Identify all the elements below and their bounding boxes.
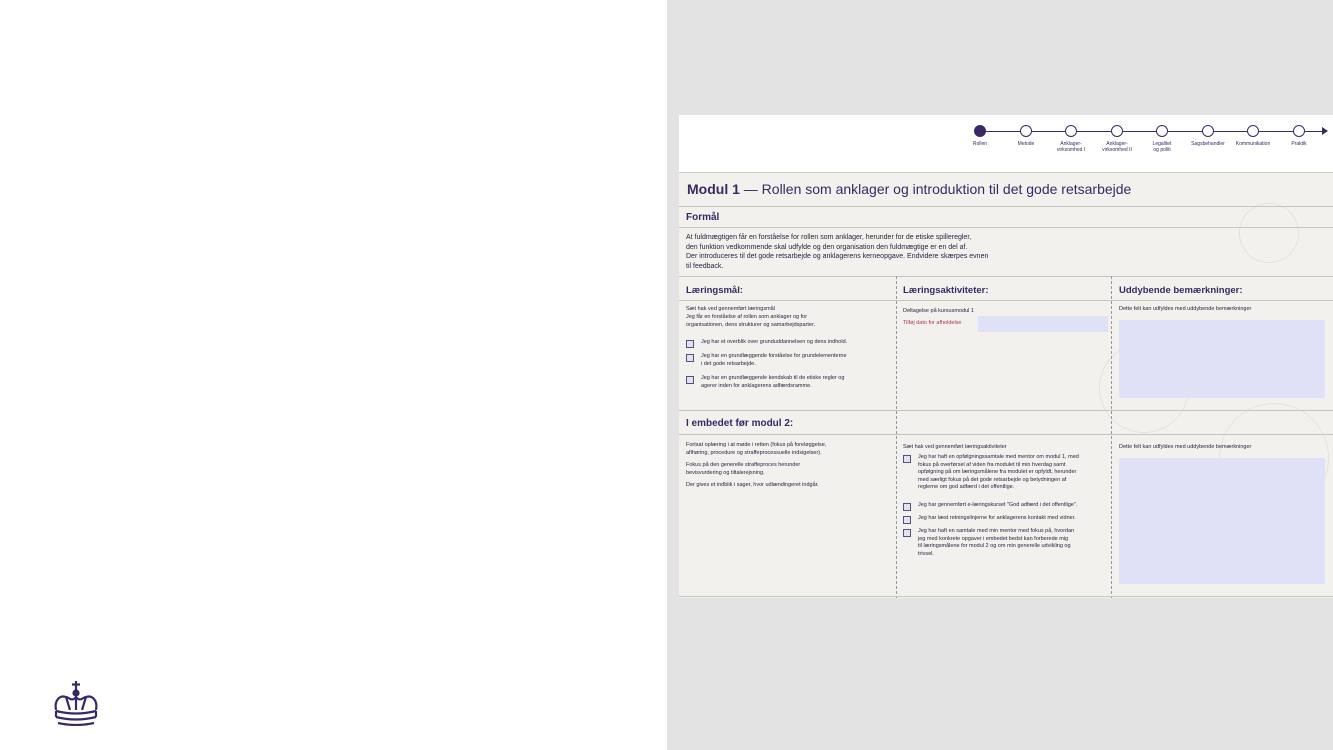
embedet-title: I embedet før modul 2: (686, 418, 794, 429)
timeline-step-label: Sagsbehandler (1191, 141, 1225, 147)
divider (679, 206, 1333, 207)
activity-checkbox-label: Jeg har haft en samtale med min mentor med fokus på, hvordan jeg med konkrete opgaver i embedet bedst kan forberede mig til læringsmålene for modul 2 og om min generelle udvikling og trivsel. (918, 528, 1075, 557)
timeline-step-label: Rollen (972, 141, 988, 147)
module-title-bold: Modul 1 (687, 181, 740, 197)
remarks-hint: Dette felt kan udfyldes med uddybende bemærkninger (1119, 444, 1252, 450)
module-content (679, 172, 1333, 598)
goal-checkbox-label: Jeg har et overblik over grunduddannelsen og dens indhold. (701, 339, 848, 345)
activity-checkbox-label: Jeg har læst retningslinjerne for anklagerens kontakt med vidner. (918, 515, 1076, 521)
decorative-shape (1239, 203, 1299, 263)
goal-checkbox-label: Jeg har en grundlæggende kendskab til de etiske regler og agerer inden for anklagerens adfærdsramme. (701, 375, 845, 389)
activity-checkbox-row[interactable] (903, 502, 1108, 511)
formaal-line: den funktion vedkommende skal udfylde og den organisation den fuldmægtige er en del af. (686, 243, 968, 251)
divider (679, 434, 1333, 435)
timeline-step-label: Anklager- virksomhed II (1102, 141, 1132, 153)
formaal-title: Formål (686, 212, 720, 223)
column-divider (1111, 276, 1112, 598)
timeline-dot (1247, 125, 1259, 137)
laeringsmaal-intro: Jeg får en forståelse af rollen som anklager og for organisationen, dens strukturer og samarbejdsparter. (686, 314, 816, 328)
document-page (679, 115, 1333, 598)
embedet-paragraph: Fortsat oplæring i at møde i retten (fokus på foreløggelse, aflhøring, procedure og straffeprocessuelle indsigelser). (686, 442, 827, 456)
module-title (687, 181, 1131, 197)
timeline-dot (1293, 125, 1305, 137)
timeline-dot (1202, 125, 1214, 137)
divider (679, 276, 1333, 277)
laeringsmaal-title: Læringsmål: (686, 285, 744, 296)
activity-checkbox-label: Jeg har haft en opfølgningssamtale med mentor om modul 1, med fokus på overførsel af viden fra modulet til min hverdag samt opfølgning på om læringsmålene fra modulet er opfyldt, herunder med særligt fokus på det gode retsarbejde og betydningen af reglerne om god adfærd i det offentlige. (918, 454, 1079, 490)
divider (679, 410, 1333, 411)
goal-checkbox-row[interactable] (686, 339, 891, 348)
divider (679, 300, 1333, 301)
goal-checkbox[interactable] (686, 340, 694, 348)
column-divider (896, 276, 897, 598)
timeline-step-label: Praktik (1291, 141, 1307, 147)
crown-logo-icon (50, 680, 102, 726)
goal-checkbox-row[interactable] (686, 375, 891, 390)
timeline-step-label: Metode (1017, 141, 1035, 147)
formaal-line: Der introduceres til det gode retsarbejde og anklagerens kerneopgave. Endvidere skærpes evnen (686, 253, 989, 260)
activity-checkbox-row[interactable] (903, 528, 1108, 558)
timeline-dot (974, 125, 986, 137)
activity-checkbox[interactable] (903, 503, 911, 511)
activity-checkbox-label: Jeg har gennemført e-læringskurset "God adfærd i det offentlige". (918, 502, 1078, 508)
timeline-dot (1156, 125, 1168, 137)
timeline-step-label: Anklager- virksomhed I (1056, 141, 1086, 153)
activity-checkbox-row[interactable] (903, 515, 1108, 524)
remarks-input[interactable] (1119, 458, 1325, 584)
timeline-step-praktik (1269, 125, 1329, 147)
laeringsaktiviteter-title: Læringsaktiviteter: (903, 285, 989, 296)
formaal-line: At fuldmægtigen får en forståelse for rollen som anklager, herunder for de etiske spilleregler, (686, 234, 972, 241)
divider (679, 227, 1333, 228)
divider (679, 596, 1333, 597)
timeline-step-label: Legalitet og politi (1152, 141, 1172, 153)
timeline-dot (1065, 125, 1077, 137)
module-title-rest: — Rollen som anklager og introduktion til det gode retsarbejde (739, 181, 1132, 197)
formaal-line: til feedback. (686, 262, 724, 270)
goal-checkbox-label: Jeg har en grundlæggende forståelse for grundelementerne i det gode retsarbejde. (701, 353, 847, 367)
formaal-text (686, 233, 1016, 271)
activity-checkbox[interactable] (903, 529, 911, 537)
date-input[interactable] (978, 316, 1108, 332)
date-label: Tilføj dato for afholdelse (903, 320, 962, 326)
activity-checkbox[interactable] (903, 516, 911, 524)
goal-checkbox[interactable] (686, 376, 694, 384)
activities-hint: Sæt hak ved gennemført læringsaktiviteter (903, 444, 1007, 450)
timeline-dot (1020, 125, 1032, 137)
remarks-input[interactable] (1119, 320, 1325, 398)
activity-checkbox-row[interactable] (903, 454, 1108, 492)
uddybende-title: Uddybende bemærkninger: (1119, 285, 1243, 296)
embedet-paragraph: Fokus på den generelle straffeproces herunder bevisvurdering og tiltalerejsning. (686, 462, 801, 476)
remarks-hint: Dette felt kan udfyldes med uddybende bemærkninger (1119, 306, 1252, 312)
activity-checkbox[interactable] (903, 455, 911, 463)
goal-checkbox-row[interactable] (686, 353, 891, 368)
timeline-dot (1111, 125, 1123, 137)
goal-checkbox[interactable] (686, 354, 694, 362)
activity-text: Deltagelse på kursusmodul 1 (903, 308, 974, 314)
timeline-step-label: Kommunikation (1235, 141, 1271, 147)
module-timeline (679, 115, 1333, 171)
laeringsmaal-hint: Sæt hak ved gennemført læringsmål (686, 306, 775, 312)
embedet-paragraph: Der gives et indblik i sager, hvor udlændingeret indgår. (686, 482, 819, 488)
